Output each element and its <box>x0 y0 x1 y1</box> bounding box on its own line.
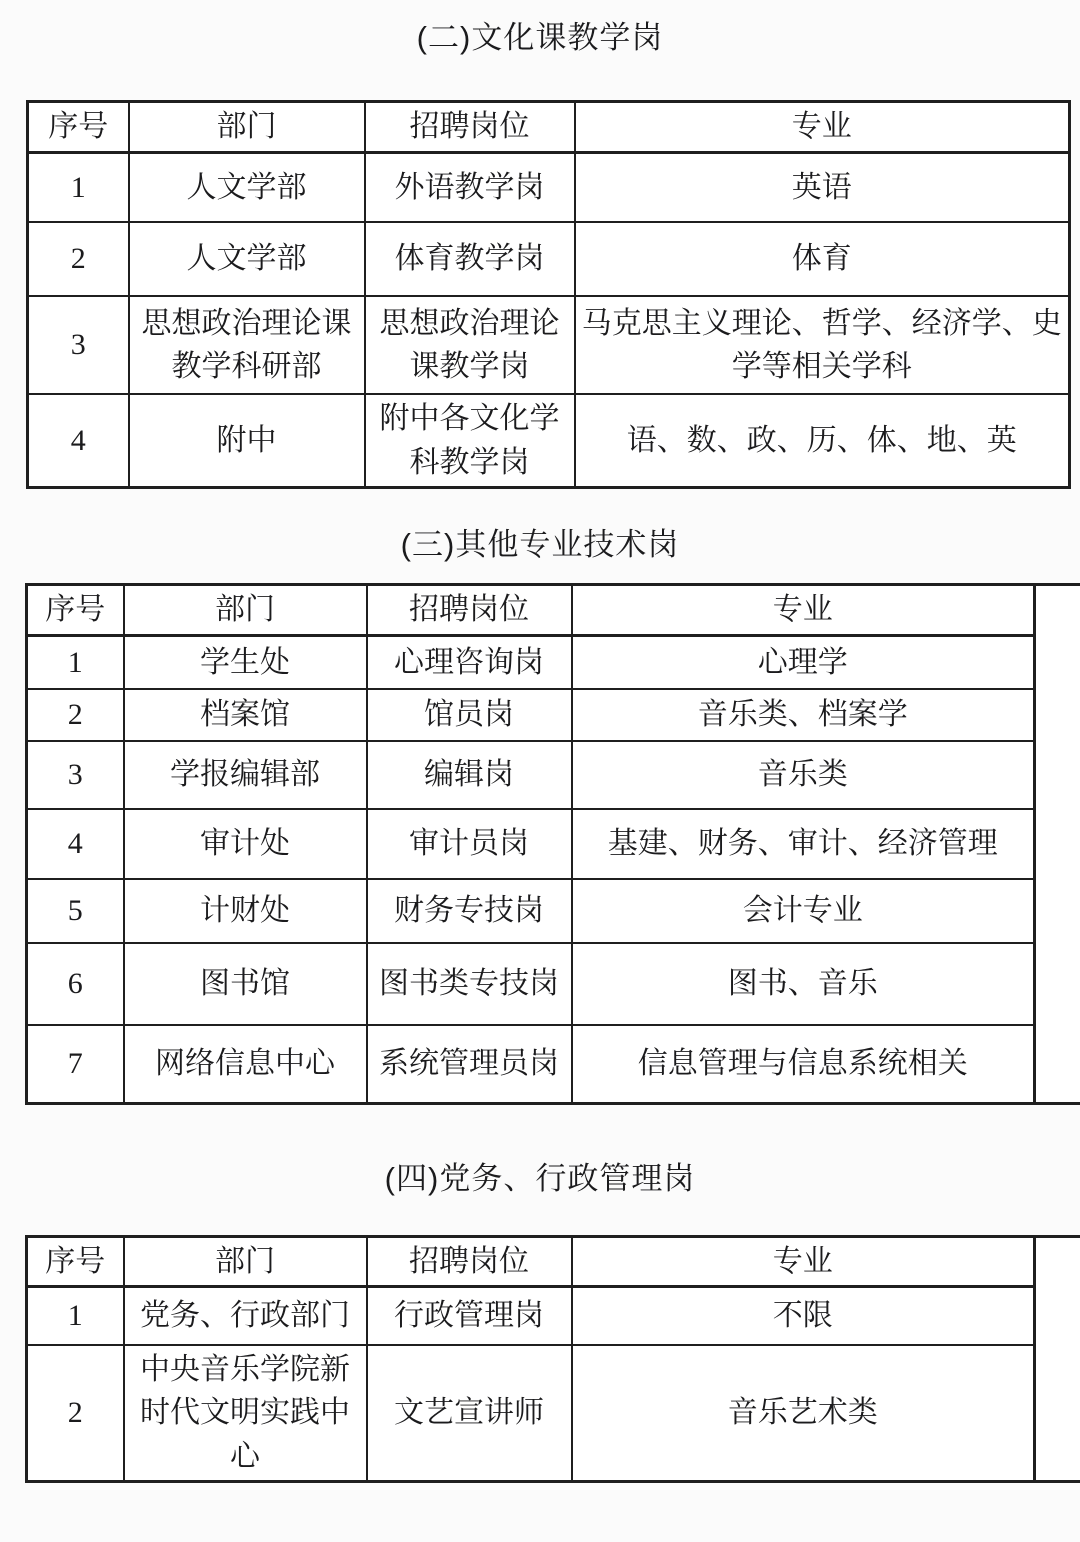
table-cell: 行政管理岗 <box>367 1287 572 1345</box>
table-row <box>28 394 1070 488</box>
table-cell: 中央音乐学院新时代文明实践中心 <box>124 1345 367 1482</box>
table-cell: 档案馆 <box>124 689 367 741</box>
table-wrap <box>26 100 1071 489</box>
table-cell: 音乐类、档案学 <box>572 689 1035 741</box>
table-row <box>27 809 1035 879</box>
table-wrap <box>25 1235 1036 1484</box>
section-other-professional-technical <box>0 525 1080 1105</box>
column-header: 招聘岗位 <box>367 585 572 636</box>
jobs-table-other-professional <box>25 583 1036 1105</box>
table-cell: 图书、音乐 <box>572 943 1035 1025</box>
table-row <box>28 152 1070 222</box>
column-header: 专业 <box>572 585 1035 636</box>
table-row <box>27 1345 1035 1482</box>
table-cell: 音乐艺术类 <box>572 1345 1035 1482</box>
table-cell: 学生处 <box>124 635 367 689</box>
table-cell: 党务、行政部门 <box>124 1287 367 1345</box>
table-cell: 基建、财务、审计、经济管理 <box>572 809 1035 879</box>
table-cell: 外语教学岗 <box>365 152 575 222</box>
section-title: (三)其他专业技术岗 <box>400 527 680 562</box>
table-cell: 心理咨询岗 <box>367 635 572 689</box>
column-header: 专业 <box>572 1236 1035 1287</box>
table-cell: 思想政治理论课教学科研部 <box>129 296 365 394</box>
table-cell: 心理学 <box>572 635 1035 689</box>
cropped-extra-column <box>1036 583 1080 1105</box>
column-header: 部门 <box>129 102 365 153</box>
row-index-cell: 2 <box>27 1345 124 1482</box>
column-header: 招聘岗位 <box>365 102 575 153</box>
table-cell: 财务专技岗 <box>367 879 572 943</box>
table-row <box>27 1025 1035 1103</box>
table-row <box>27 741 1035 809</box>
header-row <box>27 585 1035 636</box>
jobs-table-party-admin <box>25 1235 1036 1484</box>
header-row <box>28 102 1070 153</box>
column-header: 招聘岗位 <box>367 1236 572 1287</box>
column-header: 序号 <box>28 102 129 153</box>
table-cell: 语、数、政、历、体、地、英 <box>575 394 1070 488</box>
jobs-table-culture-teaching <box>26 100 1071 489</box>
row-index-cell: 7 <box>27 1025 124 1103</box>
section-title: (四)党务、行政管理岗 <box>384 1160 696 1196</box>
table-cell: 图书馆 <box>124 943 367 1025</box>
table-cell: 体育 <box>575 222 1070 296</box>
row-index-cell: 3 <box>28 296 129 394</box>
table-cell: 计财处 <box>124 879 367 943</box>
column-header: 部门 <box>124 585 367 636</box>
table-cell: 附中各文化学科教学岗 <box>365 394 575 488</box>
table-cell: 文艺宣讲师 <box>367 1345 572 1482</box>
row-index-cell: 1 <box>28 152 129 222</box>
section-culture-course-teaching <box>0 18 1080 489</box>
column-header: 专业 <box>575 102 1070 153</box>
table-row <box>27 943 1035 1025</box>
table-cell: 审计员岗 <box>367 809 572 879</box>
table-cell: 人文学部 <box>129 152 365 222</box>
table-row <box>28 296 1070 394</box>
table-cell: 图书类专技岗 <box>367 943 572 1025</box>
table-cell: 编辑岗 <box>367 741 572 809</box>
table-cell: 音乐类 <box>572 741 1035 809</box>
table-row <box>27 635 1035 689</box>
cropped-extra-column <box>1036 1235 1080 1484</box>
row-index-cell: 1 <box>27 1287 124 1345</box>
column-header: 序号 <box>27 1236 124 1287</box>
section-title: (二)文化课教学岗 <box>416 20 664 55</box>
section-party-administrative <box>0 1159 1080 1484</box>
table-row <box>28 222 1070 296</box>
table-row <box>27 689 1035 741</box>
table-cell: 馆员岗 <box>367 689 572 741</box>
table-cell: 学报编辑部 <box>124 741 367 809</box>
header-row <box>27 1236 1035 1287</box>
table-row <box>27 1287 1035 1345</box>
table-cell: 系统管理员岗 <box>367 1025 572 1103</box>
table-cell: 马克思主义理论、哲学、经济学、史学等相关学科 <box>575 296 1070 394</box>
column-header: 序号 <box>27 585 124 636</box>
table-cell: 审计处 <box>124 809 367 879</box>
table-cell: 人文学部 <box>129 222 365 296</box>
row-index-cell: 6 <box>27 943 124 1025</box>
row-index-cell: 1 <box>27 635 124 689</box>
table-cell: 英语 <box>575 152 1070 222</box>
row-index-cell: 2 <box>28 222 129 296</box>
table-cell: 附中 <box>129 394 365 488</box>
table-cell: 不限 <box>572 1287 1035 1345</box>
row-index-cell: 5 <box>27 879 124 943</box>
row-index-cell: 4 <box>27 809 124 879</box>
table-cell: 会计专业 <box>572 879 1035 943</box>
document-page <box>0 18 1080 1542</box>
table-cell: 思想政治理论课教学岗 <box>365 296 575 394</box>
table-wrap <box>25 583 1036 1105</box>
table-cell: 体育教学岗 <box>365 222 575 296</box>
column-header: 部门 <box>124 1236 367 1287</box>
table-row <box>27 879 1035 943</box>
row-index-cell: 2 <box>27 689 124 741</box>
row-index-cell: 4 <box>28 394 129 488</box>
table-cell: 网络信息中心 <box>124 1025 367 1103</box>
row-index-cell: 3 <box>27 741 124 809</box>
table-cell: 信息管理与信息系统相关 <box>572 1025 1035 1103</box>
